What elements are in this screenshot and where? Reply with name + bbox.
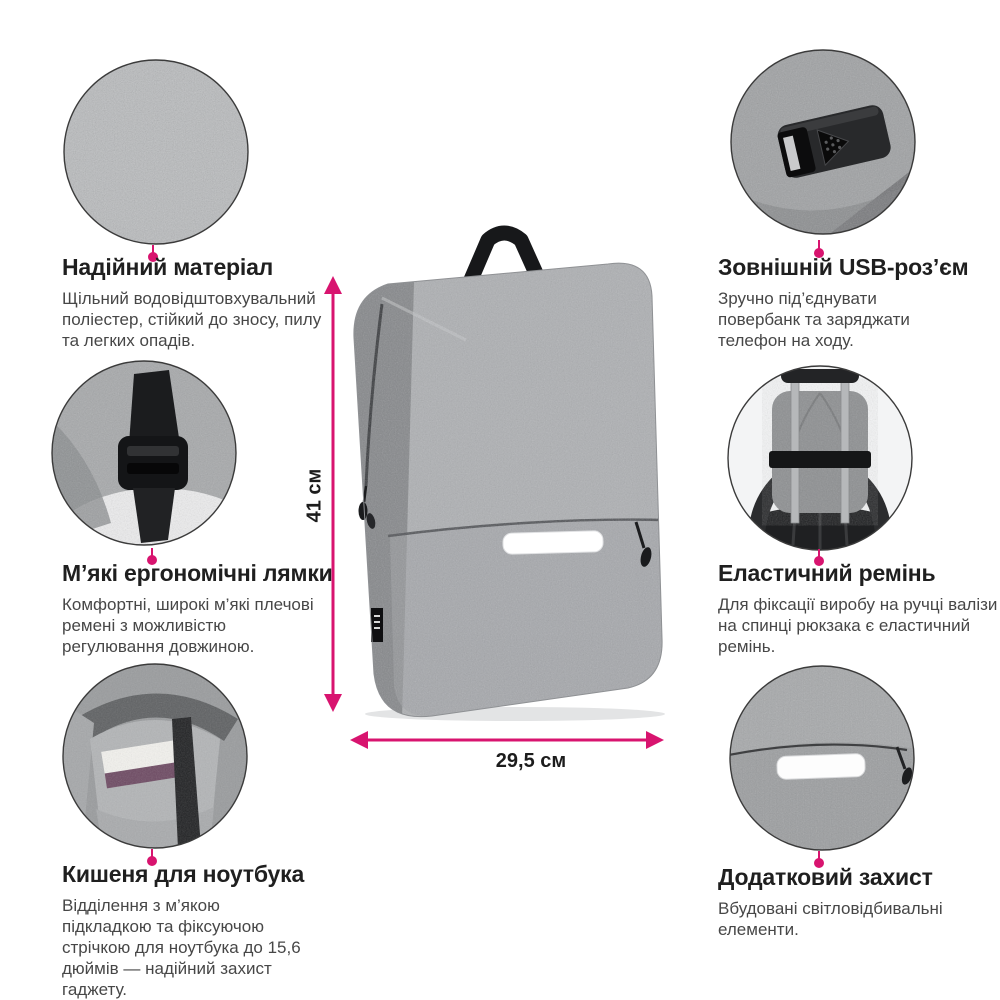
feature-body-straps: Комфортні, широкі м’які плечові ремені з можливістю регулювання довжиною. [62, 595, 314, 657]
laptop-pocket-photo-circle [60, 661, 250, 851]
strap-buckle-photo-circle [49, 358, 239, 548]
usb-port-photo-circle [728, 47, 918, 237]
feature-block-usb [718, 254, 969, 351]
feature-body-material: Щільний водовідштовхувальний поліестер, стійкий до зносу, пилу та легких опадів. [62, 289, 322, 351]
brand-tag [371, 608, 383, 642]
feature-block-straps [62, 560, 333, 657]
arrowhead-left [350, 731, 368, 749]
backpack-illustration [340, 218, 670, 723]
width-dimension-label: 29,5 см [495, 750, 567, 772]
trolley-handle [781, 369, 859, 383]
feature-body-laptop-pocket: Відділення з м’якою підкладкою та фіксуючою стрічкою для ноутбука до 15,6 дюймів — надійний захист гаджету. [62, 896, 301, 1000]
reflective-strip [503, 531, 604, 555]
material-photo-circle [61, 57, 251, 247]
height-dimension-label: 41 см [303, 468, 326, 523]
feature-body-usb: Зручно під’єднувати повербанк та заряджати телефон на ходу. [718, 289, 910, 351]
feature-title-reflective: Додатковий захист [718, 864, 933, 890]
feature-block-material [62, 254, 340, 351]
trolley-tube [841, 373, 849, 523]
feature-body-elastic-strap: Для фіксації виробу на ручці валізи на спинці рюкзака є еластичний ремінь. [718, 595, 998, 657]
feature-body-reflective: Вбудовані світловідбивальні елементи. [718, 899, 943, 940]
feature-title-laptop-pocket: Кишеня для ноутбука [62, 861, 305, 887]
reflective-strip-photo-circle [727, 663, 917, 853]
trolley-tube [791, 373, 799, 523]
feature-block-laptop-pocket [62, 861, 304, 1000]
luggage-strap-photo-circle [725, 363, 915, 553]
feature-block-elastic-strap [718, 560, 1000, 657]
feature-title-material: Надійний матеріал [62, 254, 274, 280]
feature-block-reflective [718, 864, 982, 940]
feature-title-elastic-strap: Еластичний ремінь [718, 560, 936, 586]
backpack-photo [340, 218, 670, 723]
arrowhead-right [646, 731, 664, 749]
feature-title-usb: Зовнішній USB-роз’єм [718, 254, 969, 280]
elastic-strap-band [769, 451, 871, 468]
arrowhead-down [324, 694, 342, 712]
reflective-strip-closeup [777, 753, 866, 779]
backpack-body [340, 218, 670, 723]
feature-title-straps: М’які ергономічні лямки [62, 560, 333, 586]
